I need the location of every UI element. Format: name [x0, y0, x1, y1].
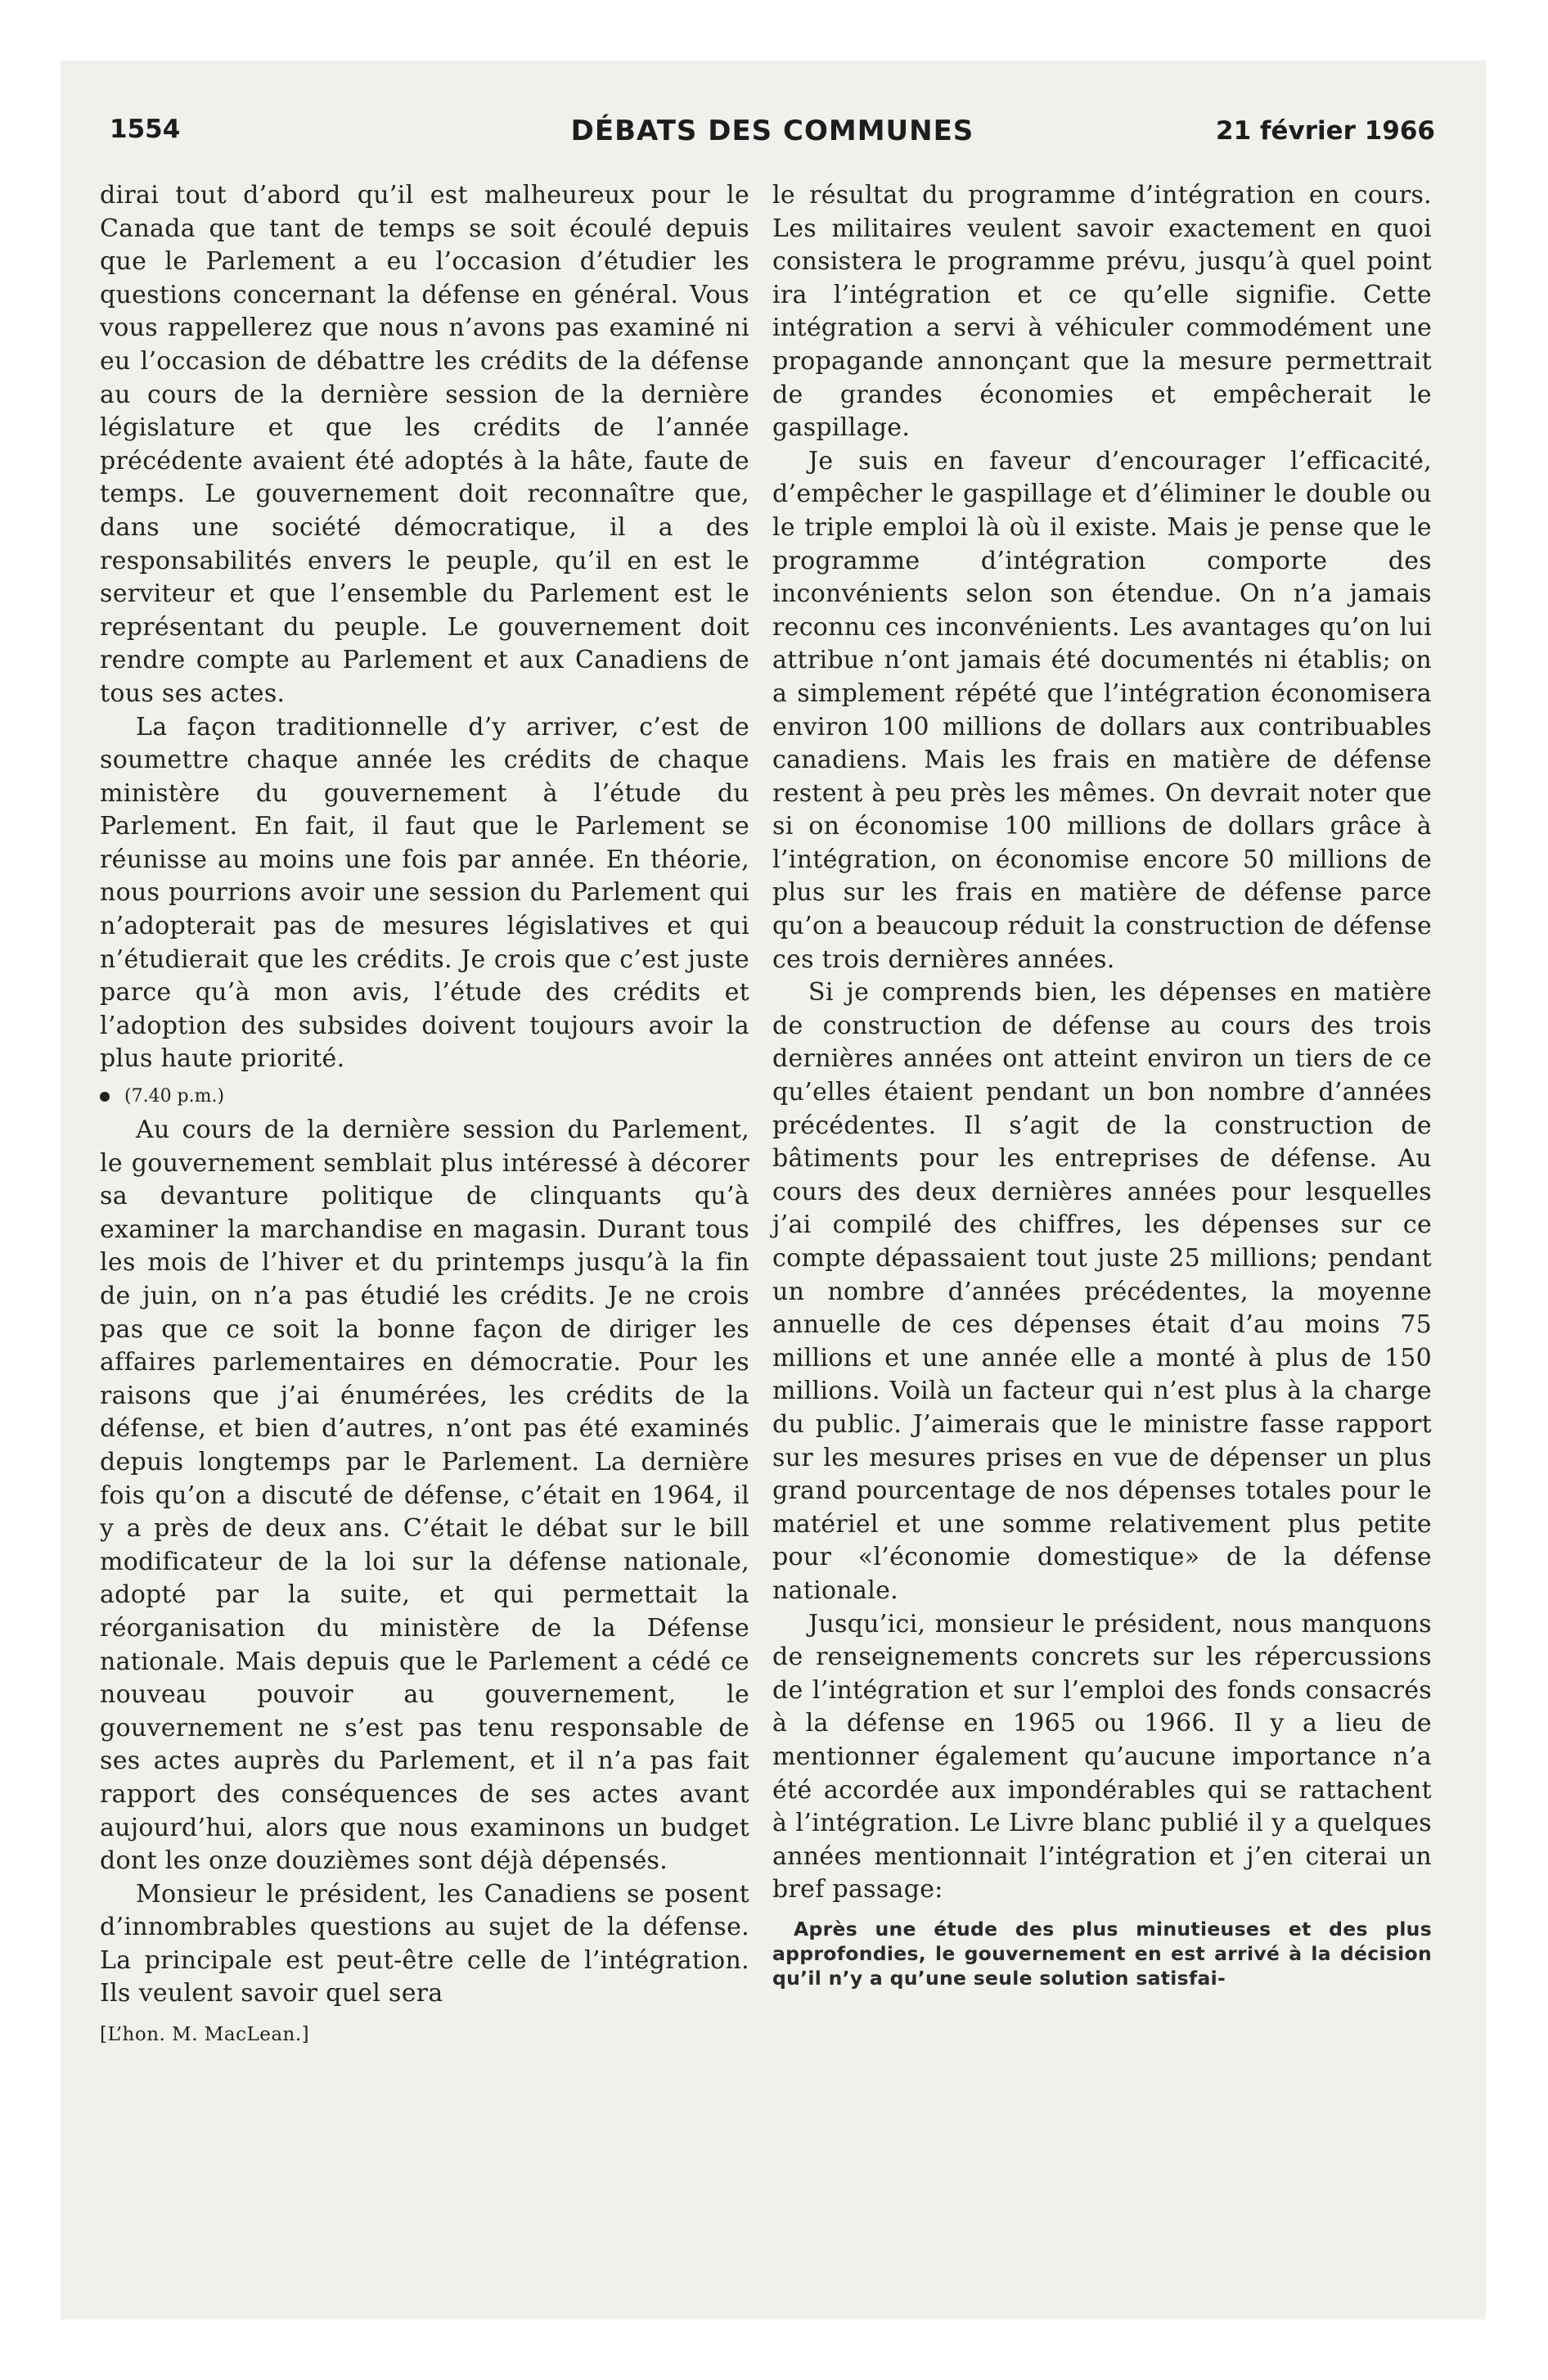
paragraph: La façon traditionnelle d’y arriver, c’est de soumettre chaque année les crédits de chaque ministère du gouvernement à l’étude du Parlement. En fait, il faut que le Parlement se réunisse au moins une fois par année. En théorie, nous pourrions avoir une session du Parlement qui n’adopterait pas de mesures législatives et qui n’étudierait que les crédits. Je crois que c’est juste parce qu’à mon avis, l’étude des crédits et l’adoption des subsides doivent toujours avoir la plus haute priorité. — [100, 712, 749, 1074]
page-number: 1554 — [110, 115, 181, 144]
paragraph: Je suis en faveur d’encourager l’efficacité, d’empêcher le gaspillage et d’éliminer le double ou le triple emploi là où il existe. Mais je pense que le programme d’intégration comporte des inconvénients selon son étendue. On n’a jamais reconnu ces inconvénients. Les avantages qu’on lui attribue n’ont jamais été documentés ni établis; on a simplement répété que l’intégration économisera environ 100 millions de dollars aux contribuables canadiens. Mais les frais en matière de défense restent à peu près les mêmes. On devrait noter que si on économise 100 millions de dollars grâce à l’intégration, on économise encore 50 millions de plus sur les frais en matière de défense parce qu’on a beaucoup réduit la construction de défense ces trois dernières années. — [772, 446, 1432, 974]
scanned-page — [61, 61, 1486, 2319]
journal-title: DÉBATS DES COMMUNES — [570, 115, 974, 147]
paragraph: Si je comprends bien, les dépenses en matière de construction de défense au cours des trois dernières années ont atteint environ un tiers de ce qu’elles étaient pendant un bon nombre d’années précédentes. Il s’agit de la construction de bâtiments pour les entreprises de défense. Au cours des deux dernières années pour lesquelles j’ai compilé des chiffres, les dépenses sur ce compte dépassaient tout juste 25 millions; pendant un nombre d’années précédentes, la moyenne annuelle de ces dépenses était d’au moins 75 millions et une année elle a monté à plus de 150 millions. Voilà un facteur qui n’est plus à la charge du public. J’aimerais que le ministre fasse rapport sur les mesures prises en vue de dépenser un plus grand pourcentage de nos dépenses totales pour le matériel et une somme relativement plus petite pour «l’économie domestique» de la défense nationale. — [772, 978, 1432, 1605]
paragraph: Monsieur le président, les Canadiens se posent d’innombrables questions au sujet de la défense. La principale est peut-être celle de l’intégration. Ils veulent savoir quel sera — [100, 1879, 749, 2008]
speaker-attribution: [L’hon. M. MacLean.] — [100, 2024, 310, 2046]
right-column — [772, 179, 1432, 1990]
time-marker-text: (7.40 p.m.) — [124, 1086, 225, 1107]
block-quote: Après une étude des plus minutieuses et des plus approfondies, le gouvernement en est arrivé à la décision qu’il n’y a qu’une seule solution satisfai- — [772, 1917, 1432, 1990]
paragraph: dirai tout d’abord qu’il est malheureux pour le Canada que tant de temps se soit écoulé depuis que le Parlement a eu l’occasion d’étudier les questions concernant la défense en général. Vous vous rappellerez que nous n’avons pas examiné ni eu l’occasion de débattre les crédits de la défense au cours de la dernière session de la dernière législature et que les crédits de l’année précédente avaient été adoptés à la hâte, faute de temps. Le gouvernement doit reconnaître que, dans une société démocratique, il a des responsabilités envers le peuple, qu’il en est le serviteur et que l’ensemble du Parlement est le représentant du peuple. Le gouvernement doit rendre compte au Parlement et aux Canadiens de tous ses actes. — [100, 181, 749, 708]
time-marker — [100, 1084, 749, 1109]
paragraph: Jusqu’ici, monsieur le président, nous manquons de renseignements concrets sur les répercussions de l’intégration et sur l’emploi des fonds consacrés à la défense en 1965 ou 1966. Il y a lieu de mentionner également qu’aucune importance n’a été accordée aux impondérables qui se rattachent à l’intégration. Le Livre blanc publié il y a quelques années mentionnait l’intégration et j’en citerai un bref passage: — [772, 1609, 1432, 1904]
running-header — [110, 115, 1435, 164]
left-column — [100, 179, 749, 2047]
issue-date: 21 février 1966 — [1216, 116, 1435, 146]
bullet-icon — [100, 1092, 110, 1102]
paragraph: le résultat du programme d’intégration en cours. Les militaires veulent savoir exactement en quoi consistera le programme prévu, jusqu’à quel point ira l’intégration et ce qu’elle signifie. Cette intégration a servi à véhiculer commodément une propagande annonçant que la mesure permettrait de grandes économies et empêcherait le gaspillage. — [772, 181, 1432, 443]
paragraph: Au cours de la dernière session du Parlement, le gouvernement semblait plus intéressé à décorer sa devanture politique de clinquants qu’à examiner la marchandise en magasin. Durant tous les mois de l’hiver et du printemps jusqu’à la fin de juin, on n’a pas étudié les crédits. Je ne crois pas que ce soit la bonne façon de diriger les affaires parlementaires en démocratie. Pour les raisons que j’ai énumérées, les crédits de la défense, et bien d’autres, n’ont pas été examinés depuis longtemps par le Parlement. La dernière fois qu’on a discuté de défense, c’était en 1964, il y a près de deux ans. C’était le débat sur le bill modificateur de la loi sur la défense nationale, adopté par la suite, et qui permettait la réorganisation du ministère de la Défense nationale. Mais depuis que le Parlement a cédé ce nouveau pouvoir au gouvernement, le gouvernement ne s’est pas tenu responsable de ses actes auprès du Parlement, et il n’a pas fait rapport des conséquences de ses actes avant aujourd’hui, alors que nous examinons un budget dont les onze douzièmes sont déjà dépensés. — [100, 1116, 749, 1876]
